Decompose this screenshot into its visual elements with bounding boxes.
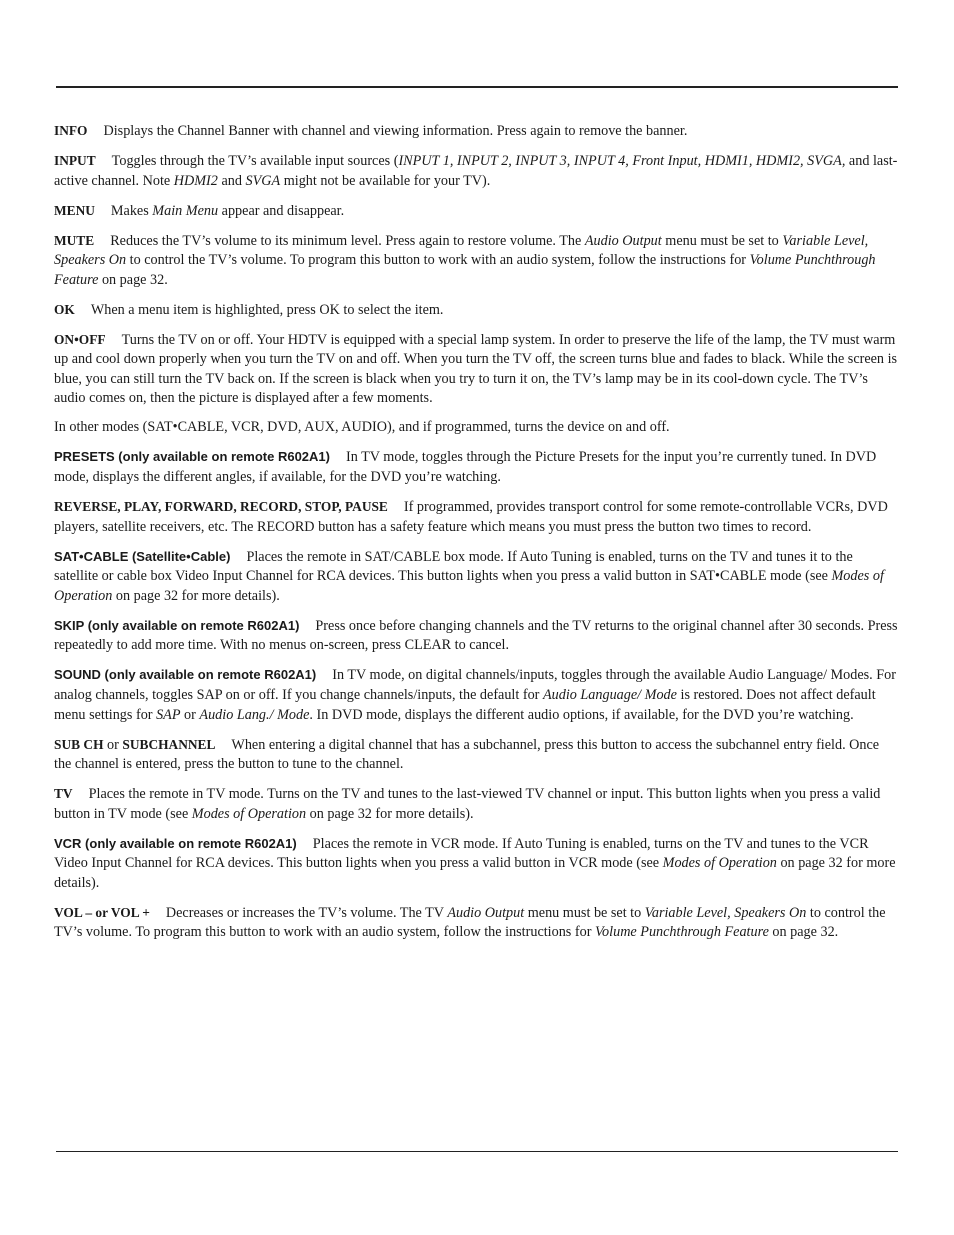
term-mute: MUTE — [54, 232, 95, 248]
desc-italic: Modes of Operation — [191, 805, 307, 822]
desc-italic: Audio Output — [447, 904, 525, 921]
term-tv: TV — [54, 786, 73, 802]
term-vcr: VCR (only available on remote R602A1) — [54, 835, 297, 851]
term-ok: OK — [54, 301, 75, 317]
desc-other-modes: In other modes (SAT•CABLE, VCR, DVD, AUX, AUDIO), and if programmed, turns the device on and off. — [54, 419, 670, 436]
desc-italic: Modes of Operation — [54, 568, 884, 604]
entry-vcr — [54, 834, 898, 894]
entry-on-off — [54, 330, 898, 409]
entry-mute — [54, 231, 898, 291]
term-sub-ch: SUB CH — [54, 736, 104, 752]
desc-italic: INPUT 1, INPUT 2, INPUT 3, INPUT 4, Front Input, HDMI1, HDMI2, SVGA, — [398, 152, 846, 169]
bottom-rule — [56, 1151, 898, 1152]
remote-button-descriptions — [54, 121, 898, 952]
term-sat-cable: SAT•CABLE (Satellite•Cable) — [54, 548, 231, 564]
desc-text: or — [180, 706, 200, 723]
desc-italic: Main Menu — [152, 202, 219, 219]
desc-text: to control the TV’s volume. To program this button to work with an audio system, follow the instructions for — [126, 252, 750, 269]
term-on-off: ON•OFF — [54, 331, 106, 347]
desc-text: and — [217, 172, 246, 189]
top-rule — [56, 86, 898, 88]
entry-volume — [54, 903, 898, 943]
desc-italic: Variable Level, Speakers On — [644, 904, 807, 921]
desc-text: might not be available for your TV). — [280, 172, 491, 189]
desc-italic: SVGA — [245, 172, 281, 189]
entry-info — [54, 121, 898, 142]
desc-ok: When a menu item is highlighted, press OK to select the item. — [90, 301, 444, 318]
desc-text: Reduces the TV’s volume to its minimum level. Press again to restore volume. The — [110, 232, 585, 249]
term-input: INPUT — [54, 152, 96, 168]
desc-text: . In DVD mode, displays the different audio options, if available, for the DVD you’re watching. — [309, 706, 854, 723]
desc-italic: Audio Language/ Mode — [542, 686, 677, 703]
desc-italic: HDMI2 — [173, 172, 218, 189]
entry-subchannel — [54, 735, 898, 775]
desc-text: Toggles through the TV’s available input sources ( — [111, 152, 399, 169]
desc-info: Displays the Channel Banner with channel and viewing information. Press again to remove the banner. — [103, 123, 688, 139]
desc-text: Places the remote in TV mode. Turns on the TV and tunes to the last-viewed TV channel or input. This button lights when you press a valid button in TV mode (see — [54, 786, 881, 822]
term-subchannel: SUBCHANNEL — [122, 736, 216, 752]
term-presets: PRESETS (only available on remote R602A1) — [54, 449, 330, 465]
desc-italic: Volume Punchthrough Feature — [594, 924, 769, 941]
entry-ok — [54, 300, 898, 321]
desc-text: menu must be set to — [524, 904, 645, 921]
desc-text: menu must be set to — [661, 232, 783, 249]
entry-input — [54, 151, 898, 191]
term-skip: SKIP (only available on remote R602A1) — [54, 617, 300, 633]
desc-text: Places the remote in VCR mode. If Auto Tuning is enabled, turns on the TV and tunes to the VCR Video Input Channel for RCA devices. This button lights when you press a valid button in VCR mode (see — [54, 835, 869, 872]
entry-transport — [54, 497, 898, 537]
desc-text: on page 32 for more details). — [54, 855, 896, 891]
desc-italic: Audio Output — [584, 232, 662, 249]
term-or: or — [107, 736, 119, 753]
desc-text: is restored. Does not affect default menu settings for — [54, 686, 876, 723]
desc-text: on page 32 for more details). — [112, 587, 280, 604]
desc-text: In TV mode, on digital channels/inputs, toggles through the available Audio Language/ Modes. For analog channels, toggles SAP on or off. If you change channels/inputs, the default for — [54, 667, 896, 703]
desc-on-off: Turns the TV on or off. Your HDTV is equipped with a special lamp system. In order to preserve the life of the lamp, the TV must warm up and cool down properly when you turn the TV on and off. When you turn the TV off, the screen turns blue and fades to black. While the screen is blue, you can still turn the TV back on. If the screen is black when you try to turn it on, the TV’s lamp may be in its cool-down cycle. The TV’s audio comes on, then the picture is displayed after a few moments. — [54, 331, 898, 407]
desc-text: Decreases or increases the TV’s volume. The TV — [165, 904, 448, 921]
desc-italic: Modes of Operation — [662, 855, 777, 872]
desc-transport: If programmed, provides transport control for some remote-controllable VCRs, DVD players, satellite receivers, etc. The RECORD button has a safety feature which means you must press the button two times to record. — [54, 499, 888, 535]
desc-text: on page 32. — [768, 924, 839, 941]
desc-text: Places the remote in SAT/CABLE box mode. If Auto Tuning is enabled, turns on the TV and tunes it to the satellite or cable box Video Input Channel for RCA devices. This button lights when you press a valid button in SAT•CABLE mode (see — [54, 548, 853, 585]
term-info: INFO — [54, 123, 88, 138]
desc-text: to control the TV’s volume. To program this button to work with an audio system, follow the instructions for — [54, 904, 886, 941]
desc-text: on page 32 for more details). — [306, 805, 474, 822]
desc-text: and last-active channel. Note — [54, 152, 898, 189]
term-sound: SOUND (only available on remote R602A1) — [54, 667, 317, 683]
term-transport: REVERSE, PLAY, FORWARD, RECORD, STOP, PAUSE — [54, 499, 388, 515]
desc-text: Makes — [110, 202, 153, 219]
desc-skip: Press once before changing channels and the TV returns to the original channel after 30 seconds. Press repeatedly to add more time. With no menus on-screen, press CLEAR to cancel. — [54, 617, 898, 654]
entry-menu — [54, 201, 898, 222]
desc-italic: Variable Level, Speakers On — [54, 232, 869, 269]
entry-sat-cable — [54, 547, 898, 607]
entry-tv — [54, 784, 898, 824]
desc-presets: In TV mode, toggles through the Picture Presets for the input you’re currently tuned. In DVD mode, displays the different angles, if available, for the DVD you’re watching. — [54, 449, 877, 486]
desc-italic: Audio Lang./ Mode — [199, 706, 310, 723]
desc-subchannel: When entering a digital channel that has a subchannel, press this button to access the subchannel entry field. Once the channel is entered, press the button to tune to the channel. — [54, 736, 880, 773]
entry-other-modes — [54, 418, 898, 438]
desc-text: appear and disappear. — [218, 202, 345, 219]
entry-sound — [54, 665, 898, 725]
term-volume: VOL – or VOL + — [54, 904, 150, 920]
entry-presets — [54, 447, 898, 487]
entry-skip — [54, 616, 898, 656]
desc-italic: Volume Punchthrough Feature — [54, 252, 876, 288]
term-menu: MENU — [54, 202, 95, 218]
desc-text: on page 32. — [98, 271, 168, 288]
desc-italic: SAP — [156, 706, 181, 723]
